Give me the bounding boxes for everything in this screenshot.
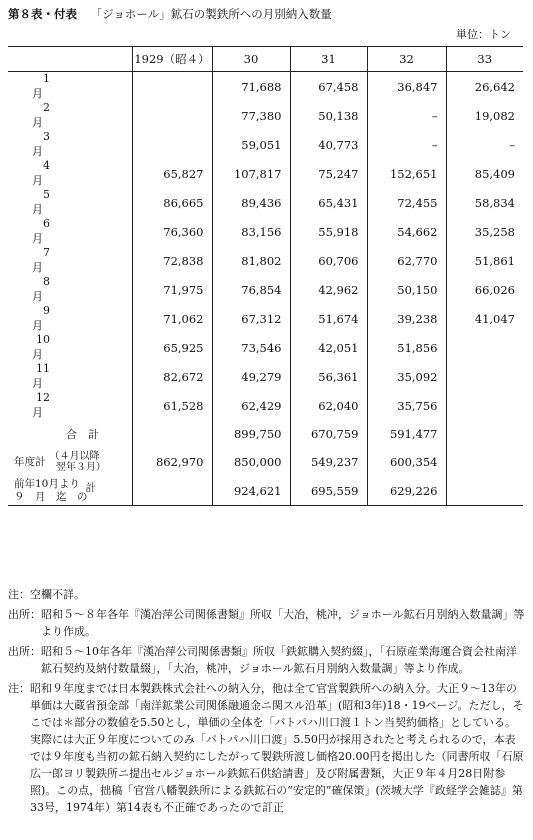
row-header (8, 130, 132, 159)
col-header: 31 (290, 47, 367, 72)
table-cell: 670,759 (290, 420, 367, 448)
month-number: 10 (36, 333, 50, 346)
table-cell: 850,000 (212, 448, 290, 476)
note-key: 出所： (8, 608, 41, 621)
month-number: 7 (43, 246, 50, 259)
table-cell: – (509, 137, 515, 152)
fiscal-row (8, 448, 523, 476)
month-suffix: 月 (32, 87, 43, 100)
month-suffix: 月 (32, 319, 43, 332)
table-cell: 549,237 (290, 448, 367, 476)
table-row (8, 362, 523, 391)
table-cell (132, 101, 212, 130)
month-suffix: 月 (32, 377, 43, 390)
table-cell: 72,838 (132, 246, 212, 275)
row-header (8, 159, 132, 188)
table-cell: 86,665 (132, 188, 212, 217)
table-cell (132, 130, 212, 159)
table-cell: 66,026 (474, 282, 515, 297)
note (8, 643, 526, 677)
table-cell: 62,429 (212, 391, 290, 420)
table-cell: 75,247 (290, 159, 367, 188)
month-number: 2 (43, 101, 50, 114)
col-header: 32 (367, 47, 446, 72)
month-suffix: 月 (32, 145, 43, 158)
table-cell (132, 72, 212, 102)
table-row (8, 188, 523, 217)
table-cell: 55,918 (290, 217, 367, 246)
month-suffix: 月 (32, 174, 43, 187)
col-header: 30 (212, 47, 290, 72)
table-row (8, 72, 523, 102)
table-cell: 862,970 (132, 448, 212, 476)
total-label: 合 計 (66, 428, 99, 442)
note-text: 昭和９年度までは日本製鉄株式会社への納入分，他は全て官営製鉄所への納入分。大正９～13年の単価は大蔵省預金部「南洋鉱業公司関係融通金ニ関スル沿革」(昭和3年)18・19ページ。ただし，そこでは＊部分の数値を5.50とし，単価の全体を「バトパハ川口渡１トン当契約価格」としている。実際には大正９年度についてのみ「バトパハ川口渡」5.50円が採用されたと考えられるので，本表では９年度も当初の鉱石納入契約にしたがって製鉄所渡し価格20.00円を掲出した（同書所収「石原広一郎ヨリ製鉄所ニ提出セルジョホール鉄鉱石供給請書」及び附属書類，大正９年４月28日附参照)。この点，拙稿「官営八幡製鉄所による鉄鉱石の“安定的”確保策」(茨城大学『政経学会雑誌』第33号，1974年）第14表も不正確であったので訂正 (30, 682, 524, 814)
note-key: 注： (8, 588, 30, 601)
row-header (8, 246, 132, 275)
table-cell (446, 420, 523, 448)
table-cell: 62,770 (367, 246, 446, 275)
table-caption (8, 6, 332, 22)
table-cell: 51,674 (290, 304, 367, 333)
table-cell (446, 477, 523, 506)
table-cell: 61,528 (132, 391, 212, 420)
table-cell: 26,642 (474, 79, 515, 94)
month-number: 9 (43, 304, 50, 317)
table-cell: 107,817 (212, 159, 290, 188)
table-cell: 72,455 (367, 188, 446, 217)
table-cell: – (367, 101, 446, 130)
table-cell: 67,458 (290, 72, 367, 102)
month-suffix: 月 (32, 406, 43, 419)
table-cell: 71,688 (212, 72, 290, 102)
table-row (8, 275, 523, 304)
note-key: 出所： (8, 645, 41, 658)
col-header: 33 (446, 47, 523, 72)
row-header (8, 72, 132, 102)
row-header (8, 101, 132, 130)
table-title: 「ジョホール」鉱石の製鉄所への月別納入数量 (90, 7, 332, 21)
table-cell: 51,856 (367, 333, 446, 362)
table-cell: 59,051 (212, 130, 290, 159)
table-cell: 71,062 (132, 304, 212, 333)
prev-row (8, 477, 523, 506)
note (8, 606, 526, 640)
row-header (8, 362, 132, 391)
table-cell: 591,477 (367, 420, 446, 448)
table-cell: 65,925 (132, 333, 212, 362)
table-cell: 49,279 (212, 362, 290, 391)
note (8, 586, 526, 603)
table-cell (132, 477, 212, 506)
table-cell: 82,672 (132, 362, 212, 391)
table-cell: 41,047 (474, 311, 515, 326)
fiscal-label: 年度計 (14, 456, 46, 469)
col-header: 1929（昭４） (132, 47, 212, 72)
table-cell: 600,354 (367, 448, 446, 476)
table-cell: 42,051 (290, 333, 367, 362)
table-row (8, 333, 523, 362)
table-row (8, 130, 523, 159)
table-cell: 695,559 (290, 477, 367, 506)
table-row (8, 391, 523, 420)
month-number: 8 (43, 275, 50, 288)
month-number: 4 (43, 159, 50, 172)
table-cell: 40,773 (290, 130, 367, 159)
table-cell: 50,138 (290, 101, 367, 130)
table-number: 第８表・付表 (8, 7, 77, 21)
month-suffix: 月 (32, 261, 43, 274)
prev-label-2: ９ 月 迄 の (14, 490, 88, 503)
notes (8, 586, 526, 819)
header-corner (8, 47, 132, 72)
table-cell: 60,706 (290, 246, 367, 275)
note-key: 注： (8, 682, 30, 695)
table-cell: 65,431 (290, 188, 367, 217)
month-suffix: 月 (32, 232, 43, 245)
table-cell: 50,150 (367, 275, 446, 304)
table-cell: 85,409 (474, 166, 515, 181)
header-row (8, 47, 523, 72)
table-cell: 73,546 (212, 333, 290, 362)
row-header (8, 188, 132, 217)
row-header (8, 275, 132, 304)
total-row (8, 420, 523, 448)
table-cell: 89,436 (212, 188, 290, 217)
table-cell: 36,847 (367, 72, 446, 102)
table-cell: 152,651 (367, 159, 446, 188)
unit-label: 単位：トン (456, 28, 511, 41)
table-cell: 54,662 (367, 217, 446, 246)
table-cell: 76,854 (212, 275, 290, 304)
table-cell: 19,082 (474, 108, 515, 123)
table-cell: 77,380 (212, 101, 290, 130)
row-header: 年度計 （４月以降 翌年３月） (8, 448, 132, 476)
table-cell: 35,756 (367, 391, 446, 420)
month-number: 12 (36, 391, 50, 404)
table-cell: – (367, 130, 446, 159)
table-cell (446, 362, 523, 391)
row-header (8, 420, 132, 448)
row-header (8, 304, 132, 333)
table-cell: 629,226 (367, 477, 446, 506)
table-row (8, 159, 523, 188)
table-cell: 62,040 (290, 391, 367, 420)
table-cell: 58,834 (474, 195, 515, 210)
fiscal-period-start: ４月以降 (59, 450, 100, 462)
table-cell: 42,962 (290, 275, 367, 304)
note (8, 680, 526, 816)
table-row (8, 304, 523, 333)
table-cell: 81,802 (212, 246, 290, 275)
table-cell: 67,312 (212, 304, 290, 333)
table-row (8, 101, 523, 130)
table-cell (446, 391, 523, 420)
note-text: 昭和５～10年各年『漢冶萍公司関係書類』所収「鉄鉱購入契約綴」，「石原産業海運合資会社南洋鉱石契約及納付数量綴」，「大冶，桃冲，ジョホール鉱石月別納入数量調」等より作成。 (41, 645, 517, 675)
table-cell: 71,975 (132, 275, 212, 304)
fiscal-period-end: 翌年３月 (55, 462, 96, 474)
row-header (8, 391, 132, 420)
month-number: 6 (43, 217, 50, 230)
table-cell: 899,750 (212, 420, 290, 448)
table-cell: 39,238 (367, 304, 446, 333)
table-cell: 83,156 (212, 217, 290, 246)
prev-suffix: 計 (85, 482, 96, 495)
month-suffix: 月 (32, 348, 43, 361)
month-suffix: 月 (32, 116, 43, 129)
table-cell (446, 448, 523, 476)
table-cell: 56,361 (290, 362, 367, 391)
delivery-table (8, 46, 523, 506)
table-cell: 76,360 (132, 217, 212, 246)
table-cell (132, 420, 212, 448)
table-cell: 65,827 (132, 159, 212, 188)
month-suffix: 月 (32, 290, 43, 303)
month-number: 3 (43, 130, 50, 143)
note-text: 空欄不詳。 (30, 588, 85, 601)
table-cell: 51,861 (474, 253, 515, 268)
table-cell: 35,092 (367, 362, 446, 391)
table-row (8, 217, 523, 246)
table-cell: 924,621 (212, 477, 290, 506)
row-header (8, 477, 132, 506)
prev-label-1: 前年10月より (14, 478, 80, 491)
row-header (8, 217, 132, 246)
month-number: 11 (36, 362, 50, 375)
month-suffix: 月 (32, 203, 43, 216)
table-row (8, 246, 523, 275)
table-cell (446, 333, 523, 362)
table-cell: 35,258 (474, 224, 515, 239)
note-text: 昭和５～８年各年『漢冶萍公司関係書類』所収「大冶，桃冲，ジョホール鉱石月別納入数量調」等より作成。 (41, 608, 525, 638)
row-header (8, 333, 132, 362)
month-number: 1 (43, 72, 50, 85)
month-number: 5 (43, 188, 50, 201)
